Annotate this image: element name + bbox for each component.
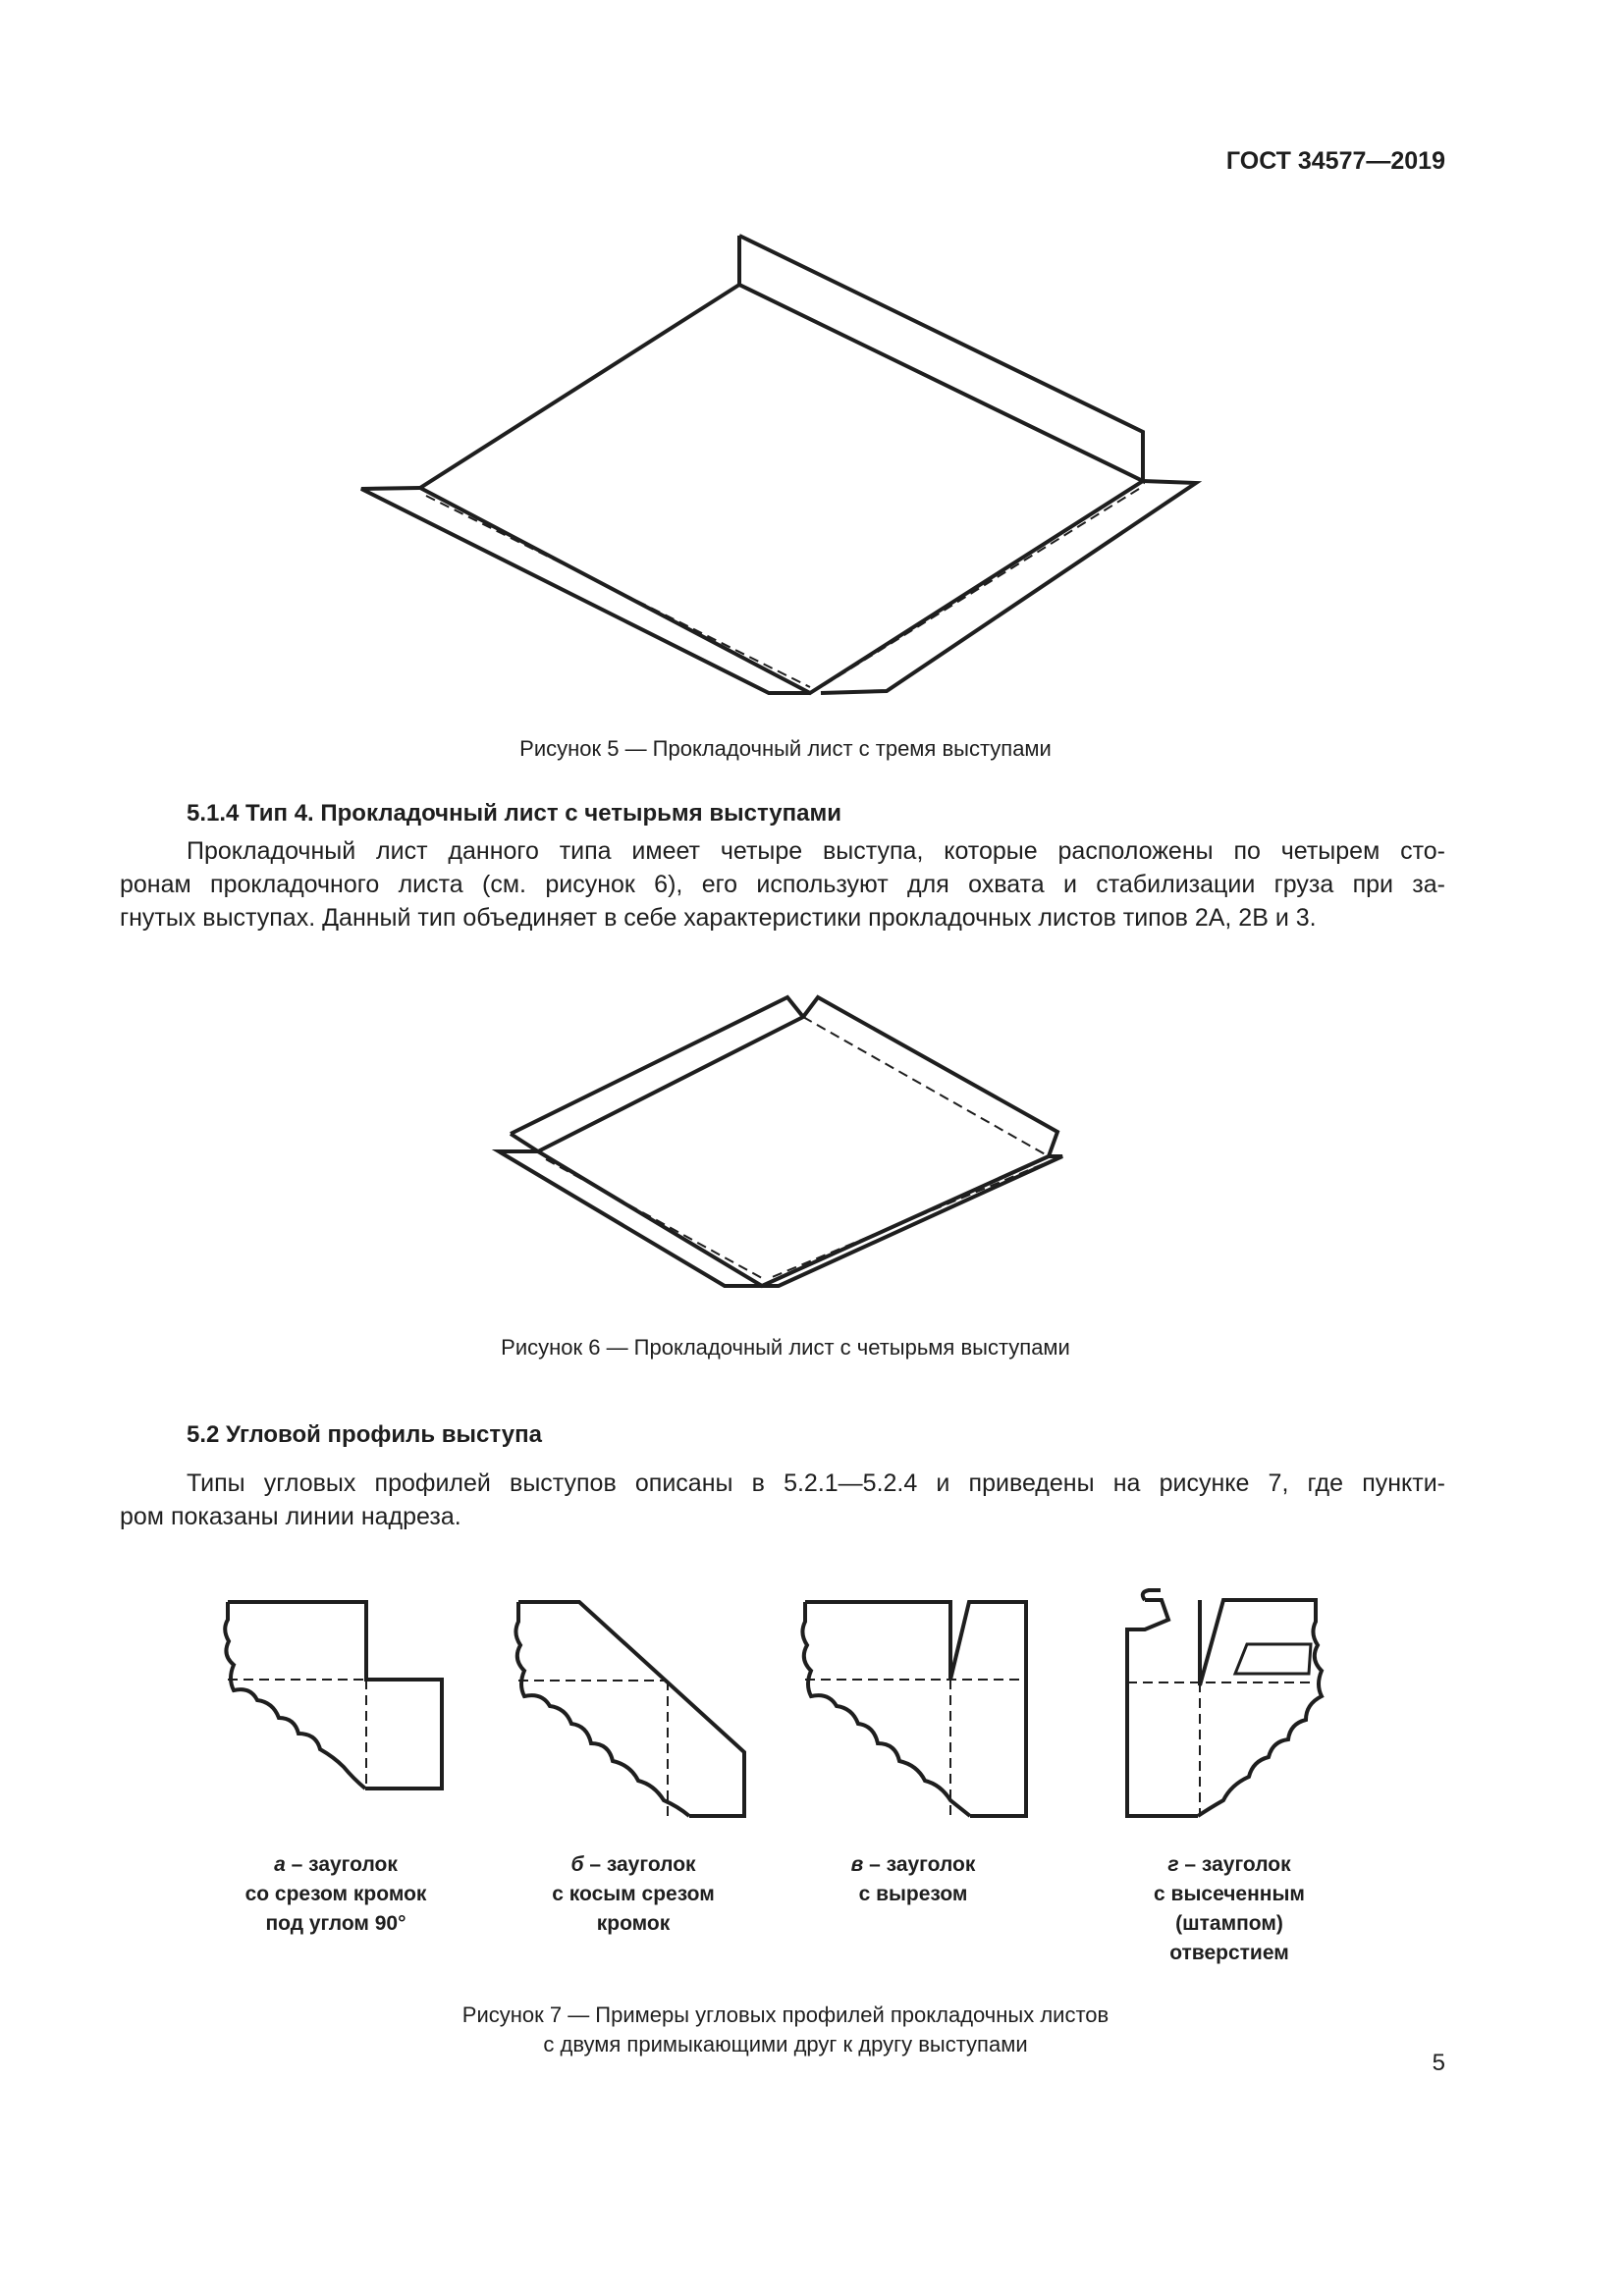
paragraph-line: Прокладочный лист данного типа имеет четыре выступа, которые расположены по четырем сто-	[187, 837, 1445, 865]
fig6-front-left-flap	[499, 1151, 762, 1286]
figure-7-caption-line: Рисунок 7 — Примеры угловых профилей прокладочных листов	[461, 2002, 1110, 2027]
paragraph-line: ром показаны линии надреза.	[120, 1503, 461, 1530]
figure-5-caption: Рисунок 5 — Прокладочный лист с тремя выступами	[519, 736, 1052, 761]
section-5-2-paragraph	[120, 1467, 1445, 1533]
fig5-sheet	[420, 285, 1143, 693]
profile-g-label: г – зауголок с высеченным (штампом) отверстием	[1154, 1853, 1305, 1964]
fig6-back-left-flap	[511, 997, 803, 1151]
profile-a-drawing	[225, 1602, 442, 1789]
figure-7-drawing	[196, 1580, 1414, 1845]
figure-7-caption	[295, 2001, 1276, 2059]
section-5-1-4-paragraph	[120, 834, 1445, 934]
section-5-2-heading: 5.2 Угловой профиль выступа	[187, 1421, 542, 1448]
fig5-top-flap	[739, 236, 1143, 481]
profile-a-label: а – зауголок со срезом кромок под углом 90°	[244, 1853, 427, 1935]
paragraph-line: Типы угловых профилей выступов описаны в 5.2.1—5.2.4 и приведены на рисунке 7, где пункти-	[187, 1469, 1445, 1497]
paragraph-line: гнутых выступах. Данный тип объединяет в себе характеристики прокладочных листов типов 2А, 2В и 3.	[120, 904, 1317, 932]
fig5-left-flap	[361, 488, 810, 693]
page-number: 5	[1432, 2050, 1445, 2076]
figure-6-drawing	[481, 982, 1090, 1306]
profile-b-drawing	[515, 1602, 744, 1816]
profile-g-drawing	[1127, 1590, 1322, 1816]
figure-6-caption: Рисунок 6 — Прокладочный лист с четырьмя выступами	[501, 1335, 1070, 1360]
figure-7-caption-line: с двумя примыкающими друг к другу выступами	[543, 2032, 1028, 2056]
profile-v-label: в – зауголок с вырезом	[850, 1853, 976, 1905]
fig6-back-right-flap	[803, 997, 1057, 1156]
die-cut-hole-icon	[1235, 1644, 1311, 1674]
profile-b-label: б – зауголок с косым срезом кромок	[552, 1853, 715, 1935]
fig5-right-flap	[821, 481, 1196, 693]
profile-v-drawing	[802, 1602, 1026, 1816]
document-code: ГОСТ 34577—2019	[1225, 147, 1445, 175]
figure-5-drawing	[334, 216, 1218, 707]
paragraph-line: ронам прокладочного листа (см. рисунок 6), его используют для охвата и стабилизации груза при за-	[120, 871, 1445, 898]
section-5-1-4-heading: 5.1.4 Тип 4. Прокладочный лист с четырьмя выступами	[187, 800, 841, 827]
